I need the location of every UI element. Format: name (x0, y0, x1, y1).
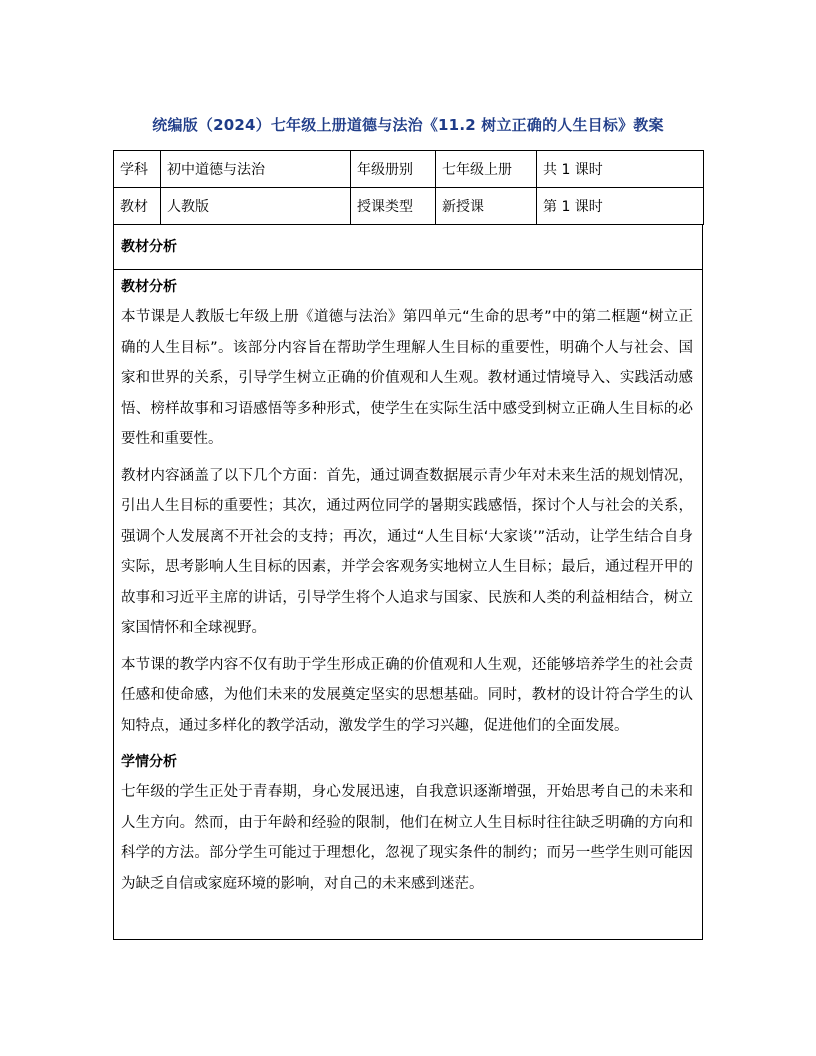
textbook-analysis-heading: 教材分析 (121, 279, 177, 295)
paragraph: 本节课的教学内容不仅有助于学生形成正确的价值观和人生观，还能够培养学生的社会责任感和使命感，为他们未来的发展奠定坚实的思想基础。同时，教材的设计符合学生的认知特点，通过多样化的教学活动，激发学生的学习兴趣，促进他们的全面发展。 (121, 656, 693, 734)
paragraph: 七年级的学生正处于青春期，身心发展迅速，自我意识逐渐增强，开始思考自己的未来和人生方向。然而，由于年龄和经验的限制，他们在树立人生目标时往往缺乏明确的方向和科学的方法。部分学生可能过于理想化，忽视了现实条件的制约；而另一些学生则可能因为缺乏自信或家庭环境的影响，对自己的未来感到迷茫。 (121, 784, 693, 892)
section-header-box (113, 225, 703, 270)
lesson-type-label: 授课类型 (351, 188, 436, 225)
grade-label: 年级册别 (351, 151, 436, 188)
student-analysis-heading: 学情分析 (121, 754, 177, 770)
subject-value: 初中道德与法治 (161, 151, 351, 188)
document-title: 统编版（2024）七年级上册道德与法治《11.2 树立正确的人生目标》教案 (152, 116, 664, 134)
textbook-value: 人教版 (161, 188, 351, 225)
paragraph: 本节课是人教版七年级上册《道德与法治》第四单元“生命的思考”中的第二框题“树立正确的人生目标”。该部分内容旨在帮助学生理解人生目标的重要性，明确个人与社会、国家和世界的关系，引导学生树立正确的价值观和人生观。教材通过情境导入、实践活动感悟、榜样故事和习语感悟等多种形式，使学生在实际生活中感受到树立正确人生目标的必要性和重要性。 (121, 309, 693, 447)
table-row (114, 188, 704, 225)
current-hour: 第 1 课时 (537, 188, 704, 225)
analysis-content (113, 270, 703, 940)
subject-label: 学科 (114, 151, 161, 188)
section-heading: 教材分析 (121, 239, 177, 255)
textbook-label: 教材 (114, 188, 161, 225)
section-divider (113, 269, 703, 270)
table-row (114, 151, 704, 188)
lesson-type-value: 新授课 (436, 188, 537, 225)
paragraph: 教材内容涵盖了以下几个方面：首先，通过调查数据展示青少年对未来生活的规划情况，引出人生目标的重要性；其次，通过两位同学的暑期实践感悟，探讨个人与社会的关系，强调个人发展离不开社会的支持；再次，通过“人生目标‘大家谈’”活动，让学生结合自身实际，思考影响人生目标的因素，并学会客观务实地树立人生目标；最后，通过程开甲的故事和习近平主席的讲话，引导学生将个人追求与国家、民族和人类的利益相结合，树立家国情怀和全球视野。 (121, 467, 693, 636)
lesson-info-table (113, 150, 704, 225)
total-hours: 共 1 课时 (537, 151, 704, 188)
grade-value: 七年级上册 (436, 151, 537, 188)
